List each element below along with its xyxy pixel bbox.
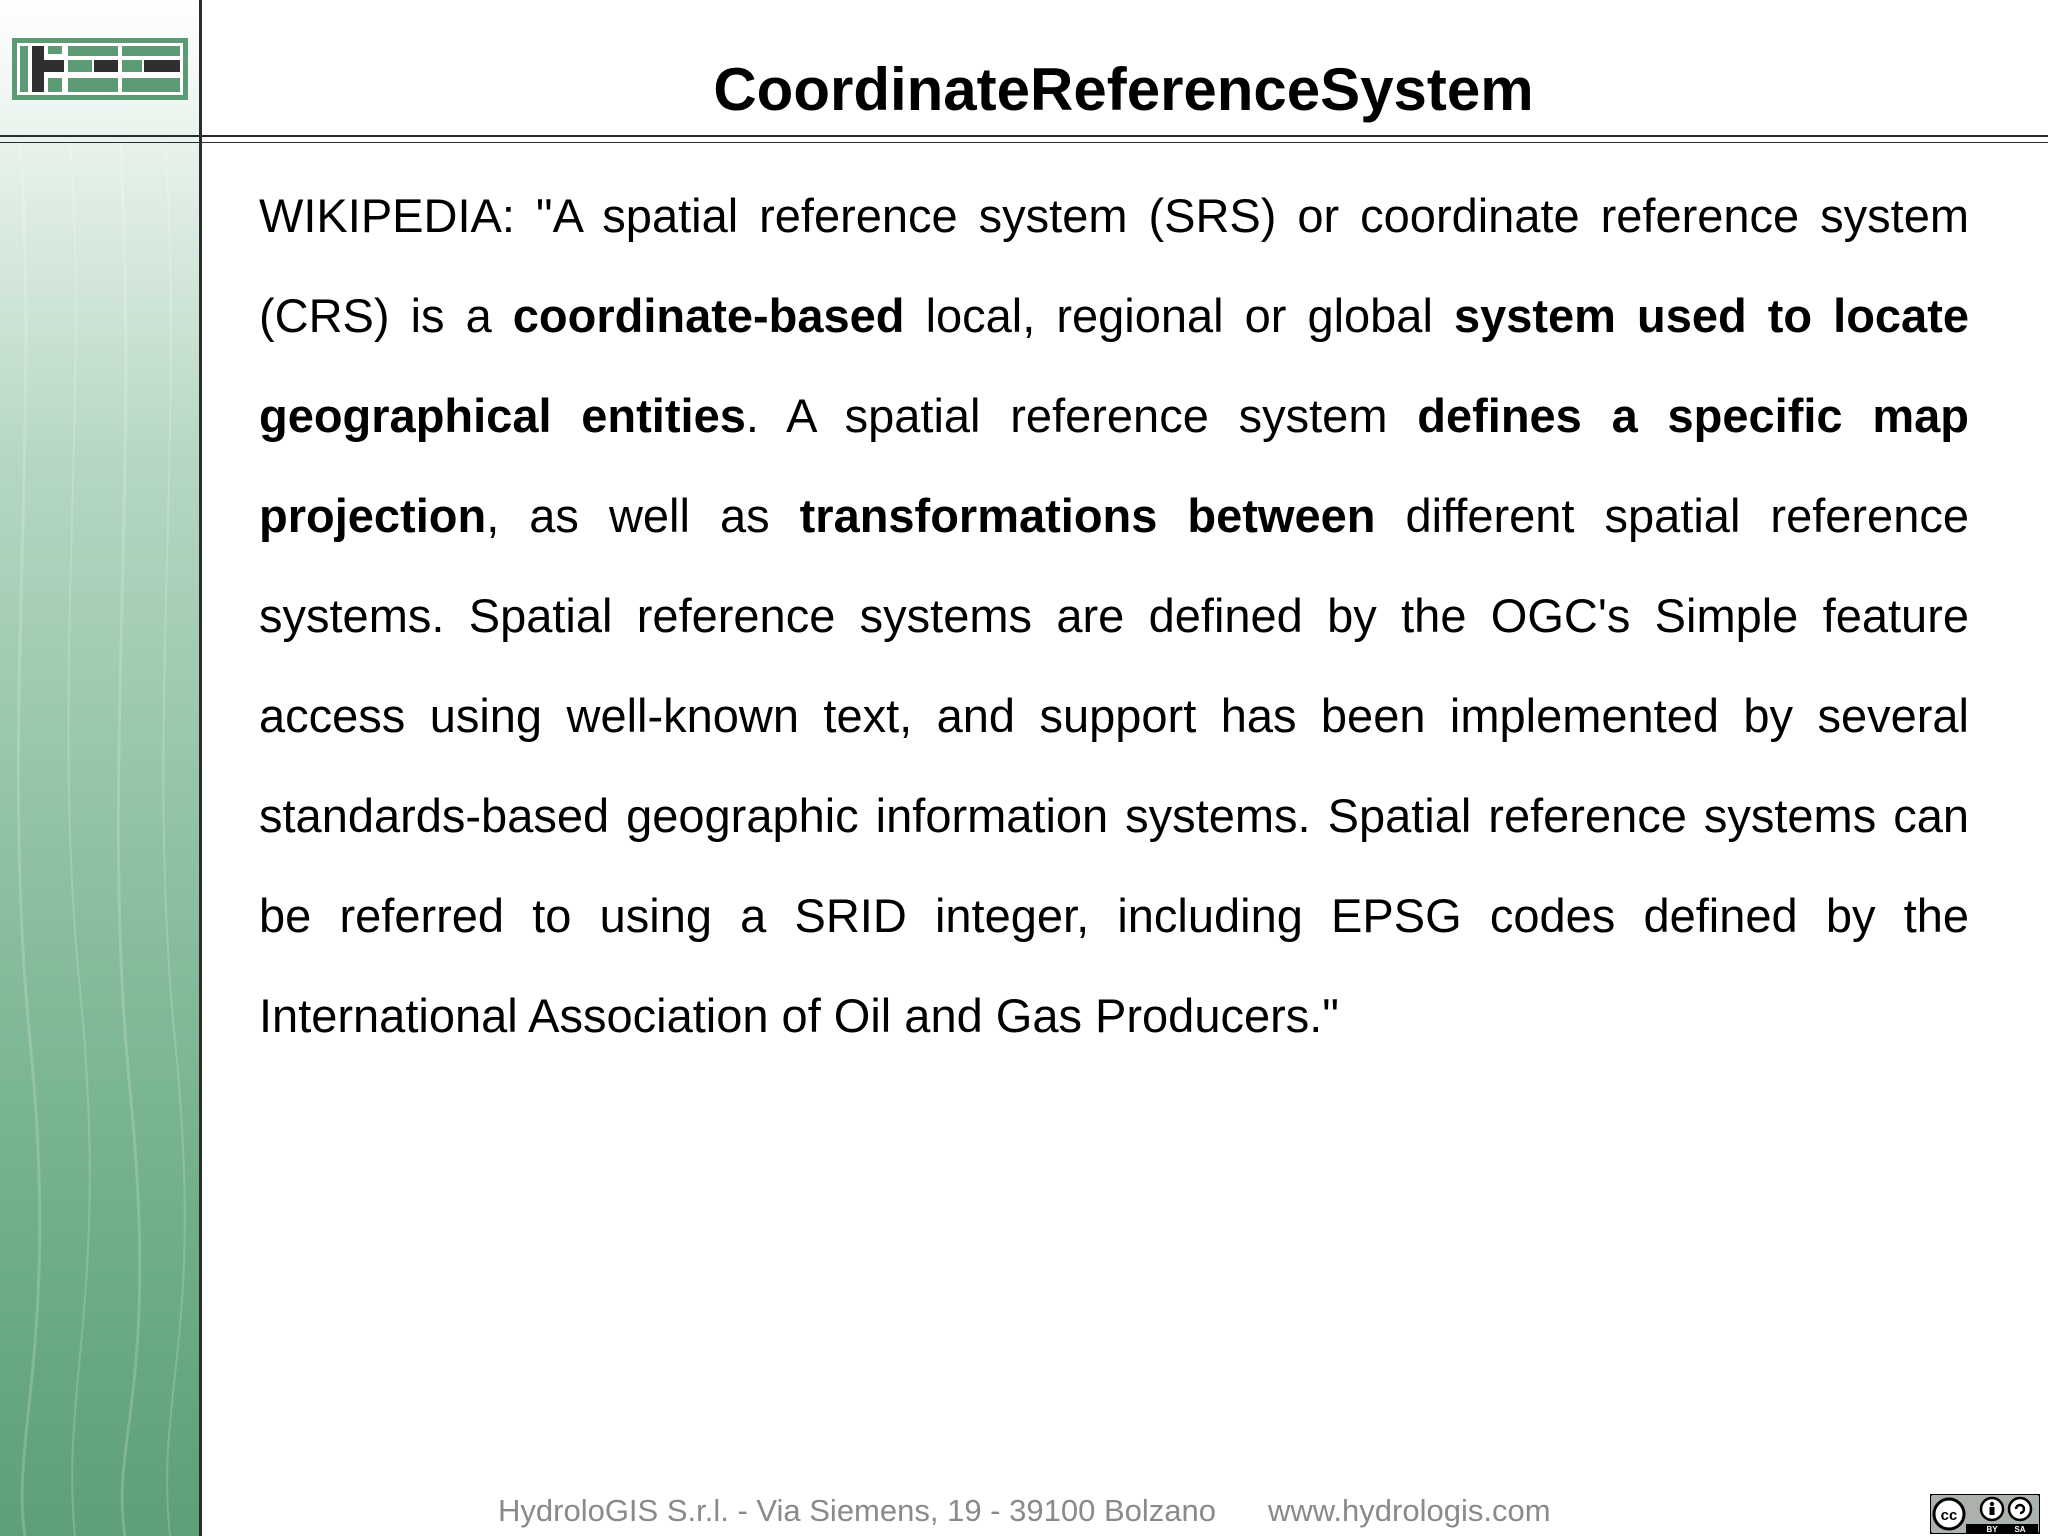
slide-title: CoordinateReferenceSystem [713, 56, 1534, 123]
hydrologis-logo-icon [12, 38, 188, 100]
body-text-bold: transformations between [799, 489, 1376, 542]
body-text-segment: local, regional or global [904, 289, 1454, 342]
title-divider-thin [0, 142, 2048, 143]
sidebar-gradient [0, 0, 202, 1536]
cc-by-sa-icon [1930, 1494, 2040, 1534]
svg-text:cc: cc [1940, 1507, 1958, 1524]
footer [498, 1491, 1551, 1531]
footer-url: www.hydrologis.com [1267, 1493, 1551, 1528]
cc-by-label: BY [1986, 1525, 1998, 1534]
body-text-segment: . A spatial reference system [745, 389, 1418, 442]
body-paragraph [259, 166, 1969, 1066]
title-divider [0, 135, 2048, 137]
sidebar-texture [0, 140, 199, 1536]
body-text-segment: , as well as [486, 489, 800, 542]
body-text-bold: system used to locate geographical entities [259, 289, 1969, 442]
body-text-bold: coordinate-based [512, 289, 905, 342]
footer-address: HydroloGIS S.r.l. - Via Siemens, 19 - 39100 Bolzano [498, 1493, 1216, 1528]
body-text-segment: WIKIPEDIA: "A spatial reference system (SRS) or coordinate reference system (CRS) is a [259, 189, 1969, 342]
cc-sa-label: SA [2014, 1525, 2026, 1534]
body-text-bold: defines a specific map projection [259, 389, 1969, 542]
body-text-segment: different spatial reference systems. Spatial reference systems are defined by the OGC's Simple feature access using well-known text, and support has been implemented by several standards-based geographic information systems. Spatial reference systems can be referred to using a SRID integer, including EPSG codes defined by the International Association of Oil and Gas Producers." [259, 489, 1969, 1042]
